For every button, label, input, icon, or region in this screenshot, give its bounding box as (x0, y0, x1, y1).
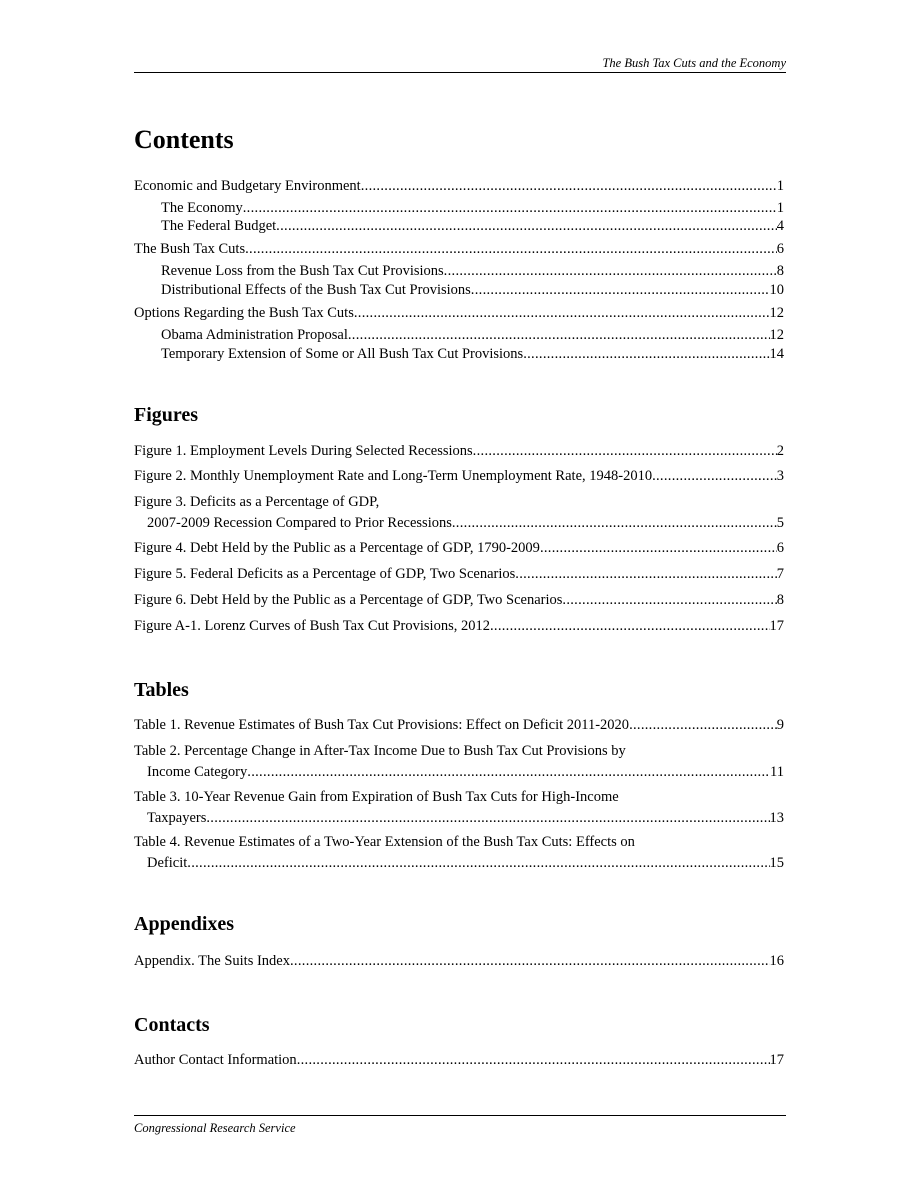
entry-label-line1: Table 4. Revenue Estimates of a Two-Year Extension of the Bush Tax Cuts: Effects on (134, 834, 635, 850)
entry-label: Figure 5. Federal Deficits as a Percentage of GDP, Two Scenarios (134, 566, 516, 582)
entry-label: Options Regarding the Bush Tax Cuts (134, 305, 354, 321)
toc-entry-options[interactable] (134, 303, 784, 324)
entry-label-line1: Table 2. Percentage Change in After-Tax Income Due to Bush Tax Cut Provisions by (134, 743, 626, 759)
entry-page: 5 (776, 515, 784, 531)
toc-table-4[interactable] (134, 832, 784, 874)
toc-table-3[interactable] (134, 787, 784, 829)
entry-label: Figure 1. Employment Levels During Selected Recessions (134, 443, 473, 459)
leader-dots (515, 564, 776, 585)
toc-figure-4[interactable] (134, 538, 784, 559)
entry-label: Temporary Extension of Some or All Bush Tax Cut Provisions (161, 346, 524, 362)
entry-label: The Bush Tax Cuts (134, 241, 246, 257)
entry-page: 6 (776, 540, 784, 556)
entry-page: 8 (776, 592, 784, 608)
leader-dots (652, 466, 777, 487)
entry-label-line1: Table 3. 10-Year Revenue Gain from Expiration of Bush Tax Cuts for High-Income (134, 789, 619, 805)
entry-label: Author Contact Information (134, 1052, 297, 1068)
entry-page: 6 (776, 241, 784, 257)
header-rule (134, 72, 786, 73)
entry-page: 10 (769, 282, 784, 298)
leader-dots (361, 176, 777, 197)
toc-entry-obama-proposal[interactable] (161, 325, 784, 346)
toc-figure-1[interactable] (134, 441, 784, 462)
entry-label: The Economy (161, 200, 243, 216)
leader-dots (444, 261, 777, 282)
entry-label: Obama Administration Proposal (161, 327, 348, 343)
entry-page: 11 (770, 764, 784, 780)
entry-label: Figure 4. Debt Held by the Public as a Percentage of GDP, 1790-2009 (134, 540, 540, 556)
toc-figure-3[interactable] (134, 492, 784, 534)
entry-label: Figure A-1. Lorenz Curves of Bush Tax Cut Provisions, 2012 (134, 618, 490, 634)
toc-figure-a1[interactable] (134, 616, 784, 637)
entry-label: Deficit (147, 855, 188, 871)
leader-dots (471, 280, 770, 301)
toc-entry-revenue-loss[interactable] (161, 261, 784, 282)
entry-label: Taxpayers (147, 810, 207, 826)
leader-dots (206, 808, 769, 829)
leader-dots (629, 715, 777, 736)
entry-label: The Federal Budget (161, 218, 277, 234)
toc-figure-6[interactable] (134, 590, 784, 611)
leader-dots (354, 303, 770, 324)
entry-page: 16 (769, 953, 784, 969)
toc-table-1[interactable] (134, 715, 784, 736)
footer-rule (134, 1115, 786, 1116)
entry-page: 7 (776, 566, 784, 582)
leader-dots (452, 513, 777, 534)
toc-appendix[interactable] (134, 951, 784, 972)
entry-page: 17 (769, 618, 784, 634)
entry-label: Figure 2. Monthly Unemployment Rate and Long-Term Unemployment Rate, 1948-2010 (134, 468, 653, 484)
appendixes-heading: Appendixes (134, 913, 235, 935)
toc-author-contact[interactable] (134, 1050, 784, 1071)
leader-dots (245, 239, 777, 260)
contents-heading: Contents (134, 125, 234, 154)
entry-label: Income Category (147, 764, 248, 780)
toc-figure-5[interactable] (134, 564, 784, 585)
entry-page: 14 (769, 346, 784, 362)
leader-dots (348, 325, 770, 346)
leader-dots (247, 762, 770, 783)
entry-label-line1: Figure 3. Deficits as a Percentage of GDP, (134, 494, 380, 510)
entry-label: Table 1. Revenue Estimates of Bush Tax Cut Provisions: Effect on Deficit 2011-2020 (134, 717, 630, 733)
entry-page: 12 (769, 327, 784, 343)
running-header: The Bush Tax Cuts and the Economy (602, 56, 786, 70)
entry-page: 17 (769, 1052, 784, 1068)
entry-label: Revenue Loss from the Bush Tax Cut Provisions (161, 263, 444, 279)
leader-dots (540, 538, 777, 559)
toc-entry-temporary-extension[interactable] (161, 344, 784, 365)
running-footer: Congressional Research Service (134, 1121, 296, 1135)
entry-label: Figure 6. Debt Held by the Public as a Percentage of GDP, Two Scenarios (134, 592, 563, 608)
entry-page: 4 (776, 218, 784, 234)
leader-dots (276, 216, 777, 237)
entry-label: Appendix. The Suits Index (134, 953, 290, 969)
entry-page: 9 (776, 717, 784, 733)
entry-page: 8 (776, 263, 784, 279)
figures-heading: Figures (134, 404, 199, 426)
entry-page: 13 (769, 810, 784, 826)
entry-label: Distributional Effects of the Bush Tax Cut Provisions (161, 282, 471, 298)
contacts-heading: Contacts (134, 1014, 210, 1036)
entry-label: 2007-2009 Recession Compared to Prior Recessions (147, 515, 452, 531)
leader-dots (297, 1050, 770, 1071)
leader-dots (562, 590, 776, 611)
entry-page: 15 (769, 855, 784, 871)
entry-page: 12 (769, 305, 784, 321)
entry-page: 1 (776, 178, 784, 194)
leader-dots (187, 853, 769, 874)
toc-entry-federal-budget[interactable] (161, 216, 784, 237)
entry-page: 2 (776, 443, 784, 459)
entry-page: 1 (776, 200, 784, 216)
toc-entry-distributional-effects[interactable] (161, 280, 784, 301)
leader-dots (490, 616, 770, 637)
toc-entry-economic-environment[interactable] (134, 176, 784, 197)
entry-page: 3 (776, 468, 784, 484)
leader-dots (473, 441, 777, 462)
leader-dots (523, 344, 769, 365)
toc-table-2[interactable] (134, 741, 784, 783)
toc-entry-bush-tax-cuts[interactable] (134, 239, 784, 260)
leader-dots (290, 951, 770, 972)
tables-heading: Tables (134, 679, 189, 701)
entry-label: Economic and Budgetary Environment (134, 178, 361, 194)
toc-figure-2[interactable] (134, 466, 784, 487)
